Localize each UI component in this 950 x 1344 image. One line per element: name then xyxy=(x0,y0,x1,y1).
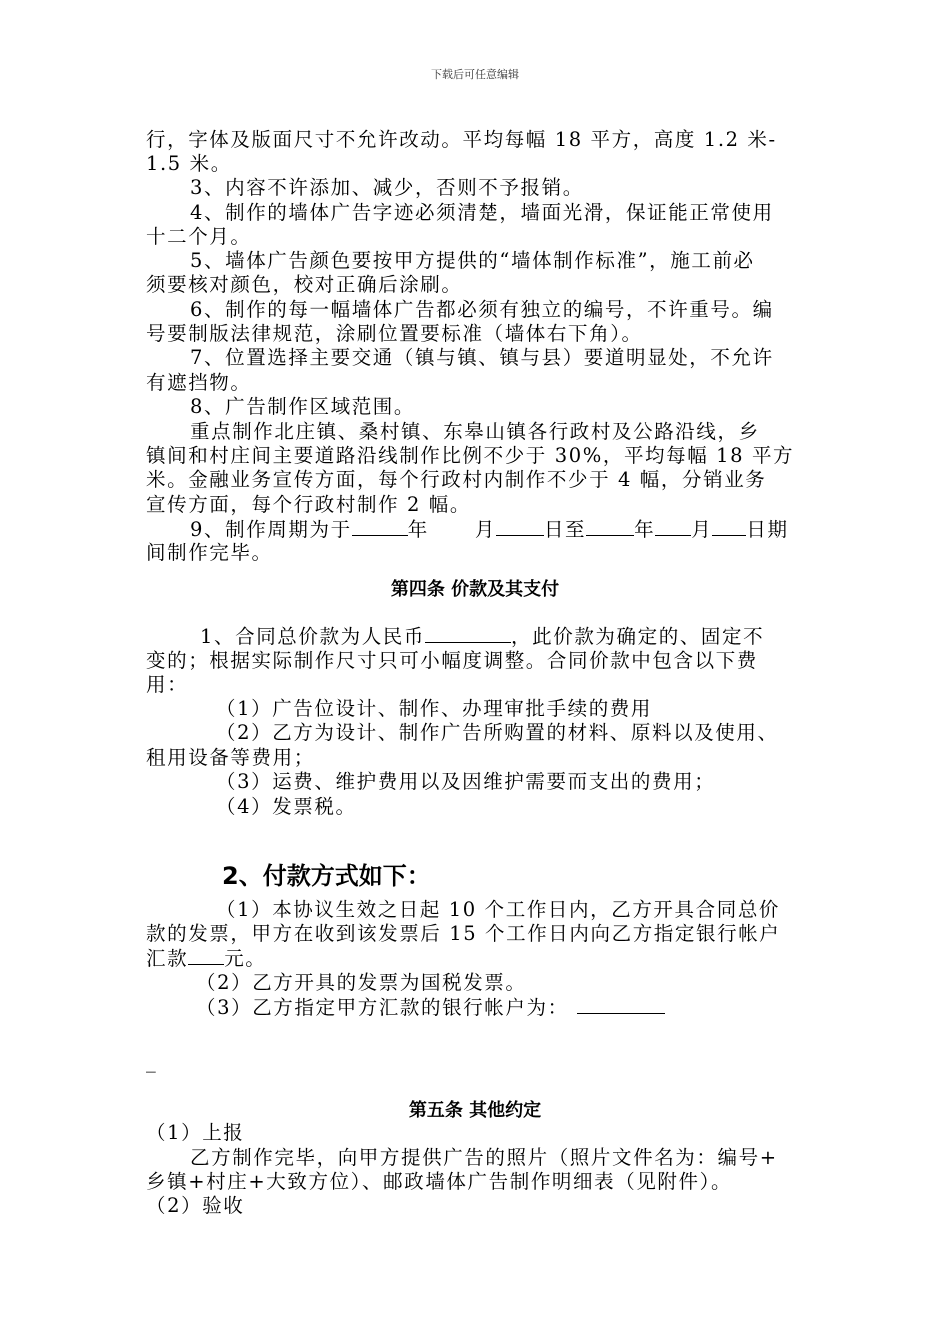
text-line: 须要核对颜色，校对正确后涂刷。 xyxy=(146,273,463,296)
fee-item-4: （4）发票税。 xyxy=(216,795,357,818)
payment-item-2: （2）乙方开具的发票为国税发票。 xyxy=(196,971,527,994)
clause-8: 8、广告制作区域范围。 xyxy=(190,395,416,418)
text: ，此价款为确定的、固定不 xyxy=(511,625,765,648)
text-line: 有遮挡物。 xyxy=(146,371,252,394)
text-line: 乡镇+村庄+大致方位）、邮政墙体广告制作明细表（见附件）。 xyxy=(146,1170,733,1193)
item-acceptance: （2）验收 xyxy=(146,1194,245,1217)
text: 月 xyxy=(691,518,713,541)
blank-field[interactable] xyxy=(712,517,746,536)
text: 日期 xyxy=(746,518,789,541)
text-line: 十二个月。 xyxy=(146,225,252,248)
section-heading-5: 第五条 其他约定 xyxy=(408,1100,542,1121)
text: 年 xyxy=(407,518,429,541)
section-heading-4: 第四条 价款及其支付 xyxy=(390,579,560,600)
clause-3: 3、内容不许添加、减少，否则不予报销。 xyxy=(190,176,584,199)
text: 9、制作周期为于 xyxy=(190,518,352,541)
bank-account-blank[interactable] xyxy=(577,995,665,1014)
text-line: 变的；根据实际制作尺寸只可小幅度调整。合同价款中包含以下费 xyxy=(146,649,758,672)
text-line: 款的发票，甲方在收到该发票后 15 个工作日内向乙方指定银行帐户 xyxy=(146,922,781,945)
clause-5: 5、墙体广告颜色要按甲方提供的“墙体制作标准”，施工前必 xyxy=(190,249,755,272)
text-line: 1.5 米。 xyxy=(146,152,232,175)
clause-6: 6、制作的每一幅墙体广告都必须有独立的编号，不许重号。编 xyxy=(190,298,774,321)
payment-clause-1 xyxy=(200,624,880,649)
text: 元。 xyxy=(224,947,267,970)
text: 1、合同总价款为人民币 xyxy=(200,625,426,648)
blank-field[interactable] xyxy=(496,517,544,536)
text-line: 重点制作北庄镇、桑村镇、东皋山镇各行政村及公路沿线，乡 xyxy=(190,420,760,443)
fee-item-3: （3）运费、维护费用以及因维护需要而支出的费用； xyxy=(216,770,716,793)
fee-item-2: （2）乙方为设计、制作广告所购置的材料、原料以及使用、 xyxy=(216,721,779,744)
payment-method-heading: 2、付款方式如下： xyxy=(222,862,431,890)
page-header-note: 下载后可任意编辑 xyxy=(431,68,519,81)
fee-item-1: （1）广告位设计、制作、办理审批手续的费用 xyxy=(216,697,653,720)
clause-4: 4、制作的墙体广告字迹必须清楚，墙面光滑，保证能正常使用 xyxy=(190,201,774,224)
blank-field[interactable] xyxy=(188,946,224,965)
text-line: 租用设备等费用； xyxy=(146,746,315,769)
text: 年 xyxy=(634,518,656,541)
blank-field[interactable] xyxy=(425,624,511,643)
text-line: 米。金融业务宣传方面，每个行政村内制作不少于 4 幅，分销业务 xyxy=(146,468,767,491)
blank-field[interactable] xyxy=(655,517,691,536)
text-line: 行，字体及版面尺寸不允许改动。平均每幅 18 平方，高度 1.2 米- xyxy=(146,128,777,151)
text: 日至 xyxy=(543,518,587,541)
text-line: 镇间和村庄间主要道路沿线制作比例不少于 30%，平均每幅 18 平方 xyxy=(146,444,795,467)
text: 月 xyxy=(474,518,496,541)
text-line: 用： xyxy=(146,673,189,696)
stray-underscore: _ xyxy=(146,1050,158,1073)
text: （3）乙方指定甲方汇款的银行帐户为： xyxy=(196,996,569,1019)
item-report: （1）上报 xyxy=(146,1121,245,1144)
text-line: 乙方制作完毕，向甲方提供广告的照片（照片文件名为：编号+ xyxy=(190,1146,778,1169)
text-line: 间制作完毕。 xyxy=(146,541,273,564)
payment-item-1: （1）本协议生效之日起 10 个工作日内，乙方开具合同总价 xyxy=(216,898,781,921)
clause-7: 7、位置选择主要交通（镇与镇、镇与县）要道明显处，不允许 xyxy=(190,346,774,369)
clause-9 xyxy=(190,517,870,542)
text-line: 宣传方面，每个行政村制作 2 幅。 xyxy=(146,493,472,516)
text-line: 号要制版法律规范，涂刷位置要标准（墙体右下角）。 xyxy=(146,322,643,345)
text: 汇款 xyxy=(146,947,189,970)
payment-item-3 xyxy=(196,995,876,1020)
text-line xyxy=(146,946,826,971)
blank-field[interactable] xyxy=(352,517,408,536)
blank-field[interactable] xyxy=(586,517,634,536)
